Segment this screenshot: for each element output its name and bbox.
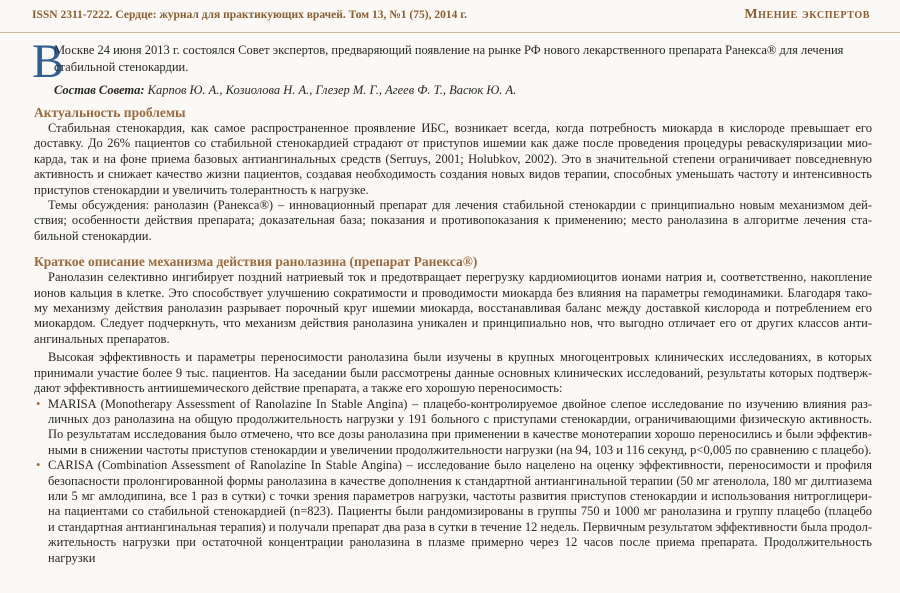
text-line: на пациентами со стабильной стенокардией (n=823). Пациенты были рандомизированы в группы 750 и 1000 мг ранолазина и группу плацебо (плацебо	[48, 504, 872, 519]
bullet-icon: •	[36, 458, 41, 473]
text-line: дают эффективность антиишемического действие препарата, а также его хорошую переносимость:	[34, 381, 563, 396]
text-line: Стабильная стенокардия, как самое распространенное проявление ИБС, возникает всегда, когда потребность миокарда в кислороде превышает его	[48, 121, 872, 135]
list-item	[34, 397, 872, 459]
section-heading: Актуальность проблемы	[34, 105, 186, 120]
text-line: ствия; особенности действия препарата; доказательная база; показания и противопоказания к применению; место ранолазина в алгоритме лечения ста-	[34, 213, 872, 228]
text-line: Темы обсуждения: ранолазин (Ранекса®) – инновационный препарат для лечения стабильной стенокардии с принципиально новым механизмом дей-	[48, 198, 872, 213]
article-body	[32, 35, 872, 566]
text-line: му механизму действия ранолазин разрывает порочный круг ишемии миокарда, восстанавливая баланс между доставкой кислорода и потреблением его	[34, 301, 872, 316]
text-line: безопасности пролонгированной формы ранолазина в качестве дополнения к стандартной антиангинальной терапии (50 мг атенолола, 180 мг дилтиазема	[48, 473, 872, 488]
text-line: и стандартная антиангинальная терапия) и получали препарат два раза в сутки в течение 12 недель. Первичным результатом эффективности была продол-	[48, 519, 872, 534]
running-header	[0, 0, 900, 33]
members-list: Карпов Ю. А., Козиолова Н. А., Глезер М. Г., Агеев Ф. Т., Васюк Ю. А.	[144, 83, 517, 97]
text-line: Высокая эффективность и параметры переносимости ранолазина были изучены в крупных многоцентровых клинических исследованиях, в которых	[48, 350, 872, 365]
bullet-icon: •	[36, 396, 41, 411]
text-line: MARISA (Monotherapy Assessment of Ranolazine In Stable Angina) – плацебо-контролируемое двойное слепое исследование по изучению влияния раз-	[48, 396, 872, 411]
text-line: ными в снижении частоты приступов стенокардии и увеличении продолжительности нагрузки (на 94, 103 и 116 секунд, р<0,005 по сравнению с плацебо).	[48, 442, 872, 457]
intro-paragraph	[32, 35, 872, 98]
section-heading: Краткое описание механизма действия ранолазина (препарат Ранекса®)	[34, 254, 478, 270]
text-line: карда, так и на фоне приема базовых антиангинальных средств (Serruys, 2001; Holubkov, 2002). Это в значительной степени ограничивает повседневную	[34, 151, 872, 166]
drop-cap: В	[32, 35, 65, 88]
text-line: По результатам исследования было отмечено, что все дозы ранолазина при применении в качестве монотерапии хорошо переносились и были эффектив-	[48, 427, 872, 442]
text-line: принимали участие более 9 тыс. пациентов. На заседании были рассмотрены данные основных клинических исследований, результаты которых подтверж-	[34, 365, 872, 380]
text-line: ангинальных препаратов.	[34, 331, 170, 346]
section-relevance	[34, 104, 872, 244]
trial-list	[34, 397, 872, 566]
text-line: личных доз ранолазина на общую продолжительность нагрузки у 191 больного с приступами стенокардии, ограничивающими физическую активность.	[48, 411, 872, 426]
text-line: миокардом. Следует подчеркнуть, что механизм действия ранолазина уникален и принципиально нов, что выгодно отличает его от других классов анти-	[34, 316, 872, 331]
text-line: или 5 мг амлодипина, все 1 раз в сутки) с точки зрения параметров нагрузки, частоты развития приступов стенокардии и использования нитроглицери-	[48, 488, 872, 503]
council-members	[54, 82, 516, 98]
text-line: ионов кальция в клетке. Это способствует улучшению сократимости и проводимости миокарда без влияния на параметры гемодинамики. Благодаря тако-	[34, 285, 872, 300]
text-line: жительность нагрузки при остаточной концентрации ранолазина в плазме примерно через 12 часов после приема препарата. Продолжительность нагрузки	[48, 535, 872, 565]
intro-line: Москве 24 июня 2013 г. состоялся Совет экспертов, предваряющий появление на рынке РФ нового лекарственного препарата Ранекса® для лечения	[54, 43, 844, 57]
list-item	[34, 458, 872, 566]
section-mechanism	[34, 253, 872, 566]
text-line: активность и снижает качество жизни пациентов, создавая необходимость создания новых видов терапии, способных уменьшать частоту и интенсивность	[34, 167, 872, 182]
intro-line: стабильной стенокардии.	[54, 60, 189, 74]
section-label: Мнение экспертов	[744, 7, 870, 22]
text-line: доставку. До 26% пациентов со стабильной стенокардией страдают от приступов ишемии как даже после проведения процедуры реваскуляризации мио-	[34, 136, 872, 151]
text-line: бильной стенокардии.	[34, 228, 152, 243]
members-label: Состав Совета:	[54, 83, 145, 97]
text-line: Ранолазин селективно ингибирует поздний натриевый ток и предотвращает перегрузку кардиомиоцитов ионами натрия и, соответственно, накопление	[48, 270, 872, 285]
text-line: CARISA (Combination Assessment of Ranolazine In Stable Angina) – исследование было нацелено на оценку эффективности, переносимости и профиля	[48, 458, 872, 473]
text-line: приступов стенокардии и увеличить толерантность к нагрузке.	[34, 182, 369, 197]
journal-citation: ISSN 2311-7222. Сердце: журнал для практикующих врачей. Том 13, №1 (75), 2014 г.	[32, 9, 467, 21]
